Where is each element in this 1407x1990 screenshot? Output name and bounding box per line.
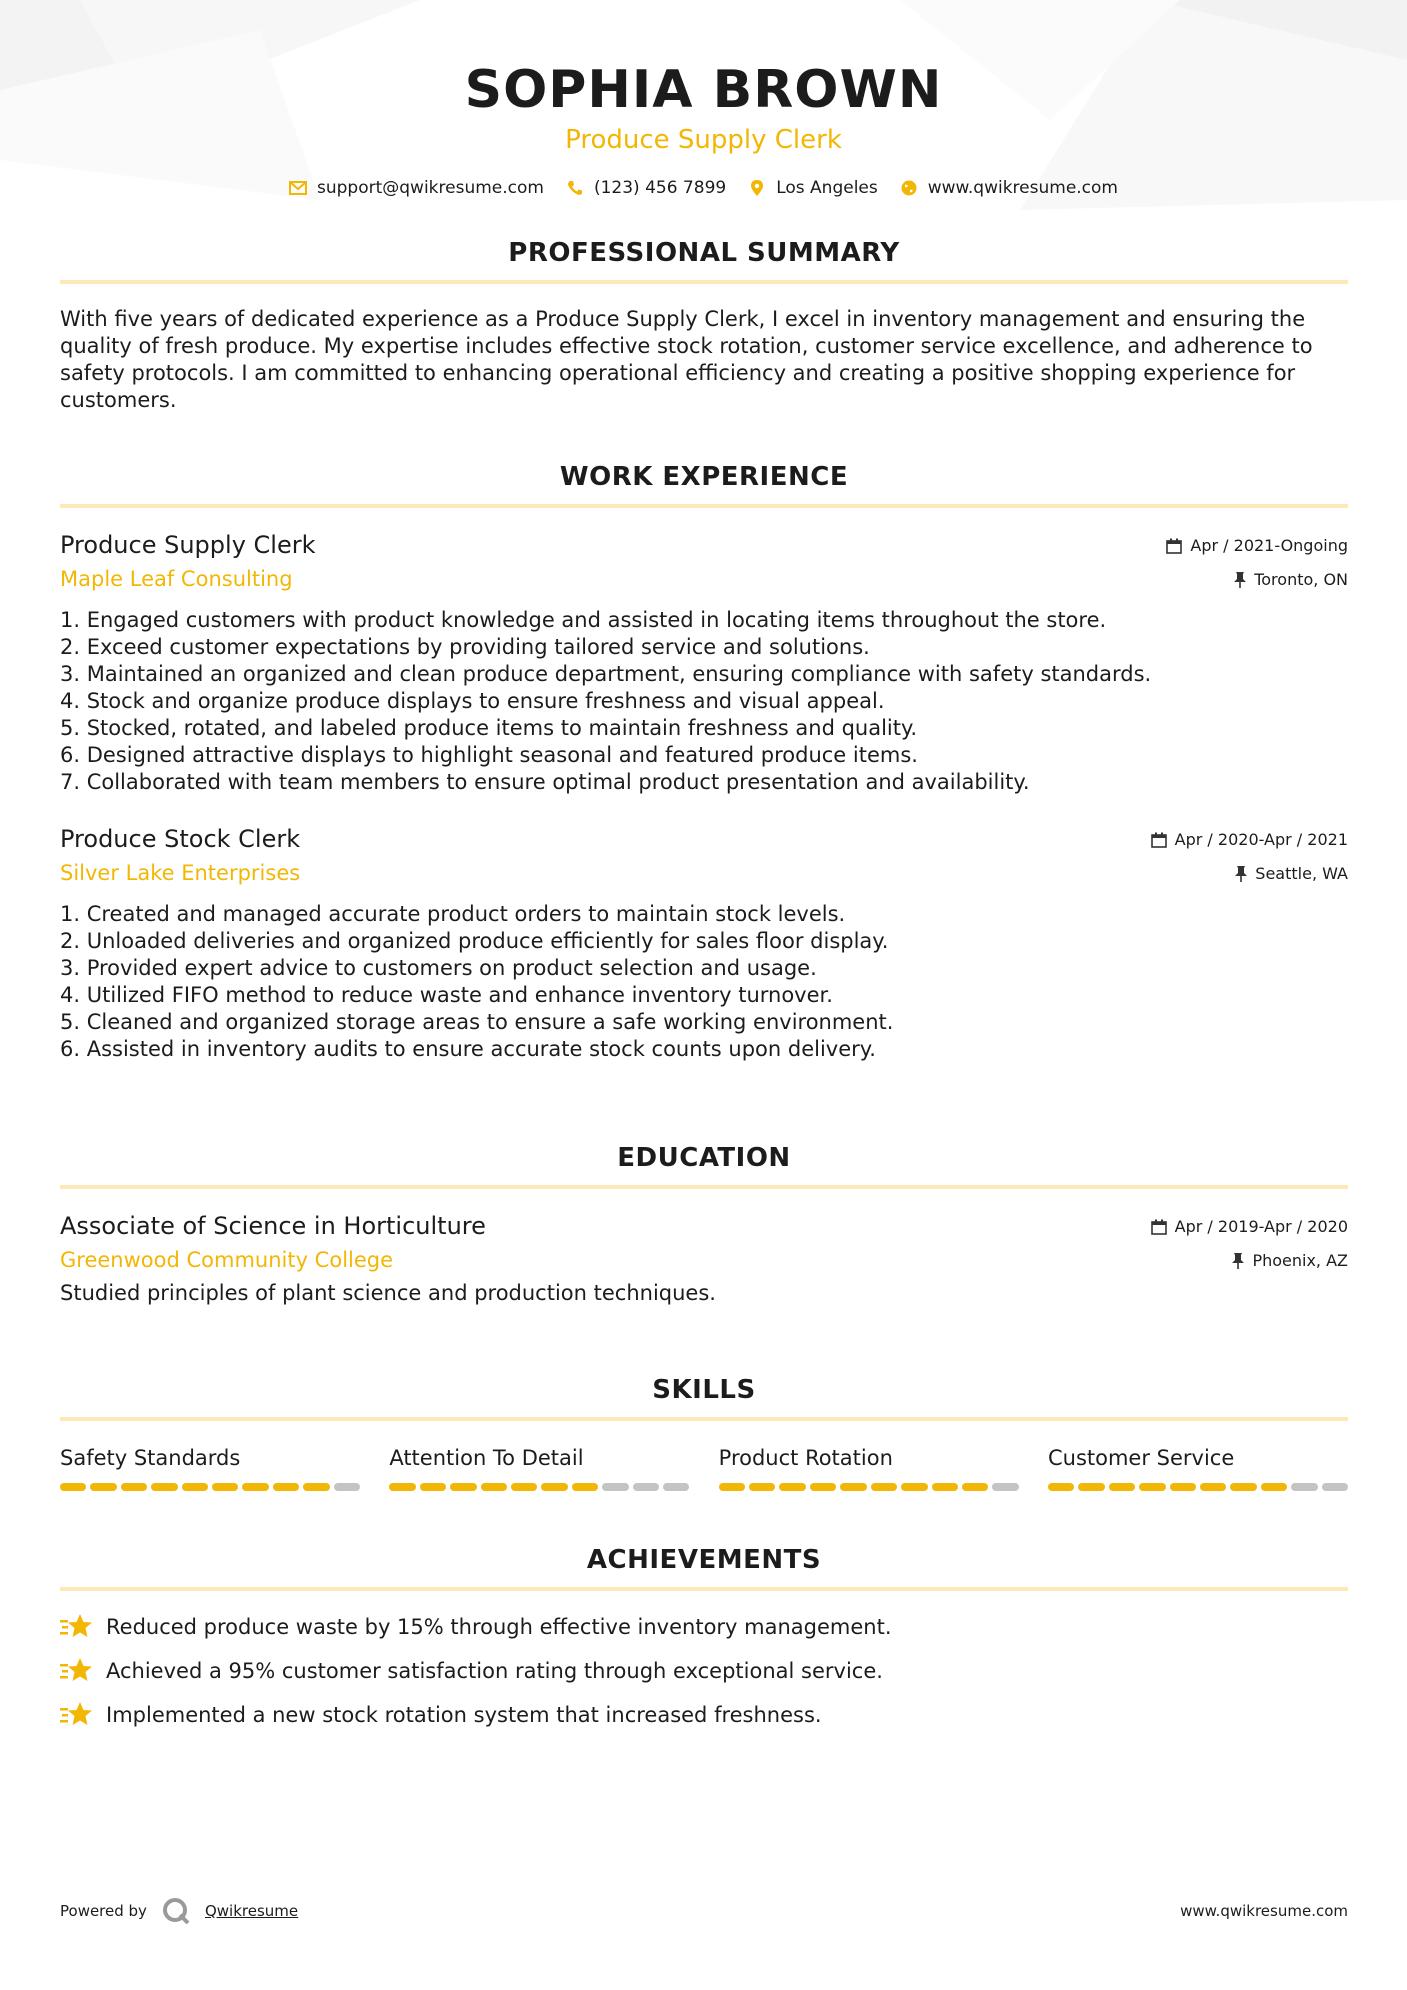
- degree-title: Associate of Science in Horticulture: [60, 1212, 486, 1240]
- achievement-item: [60, 1693, 1348, 1737]
- job-entry: [60, 530, 1348, 796]
- skill-segment-empty: [992, 1483, 1018, 1491]
- skill-segment-filled: [719, 1483, 745, 1491]
- achievement-item: [60, 1605, 1348, 1649]
- skill-segment-filled: [1048, 1483, 1074, 1491]
- skill-segment-filled: [121, 1483, 147, 1491]
- contact-website[interactable]: [900, 178, 1118, 198]
- skill-item: [60, 1445, 360, 1491]
- skill-item: [1048, 1445, 1348, 1491]
- list-item: 7. Collaborated with team members to ensure optimal product presentation and availability.: [60, 770, 1030, 794]
- job-location: [1234, 570, 1348, 589]
- phone-icon: [566, 180, 584, 196]
- contact-location-text: Los Angeles: [776, 178, 878, 198]
- skill-segment-filled: [389, 1483, 415, 1491]
- education-location-text: Phoenix, AZ: [1252, 1251, 1348, 1270]
- qwikresume-logo-icon: [161, 1896, 191, 1926]
- footer: [60, 1896, 1348, 1926]
- skill-segment-empty: [663, 1483, 689, 1491]
- skill-segment-empty: [633, 1483, 659, 1491]
- skill-rating-bar: [389, 1483, 689, 1491]
- list-item: 6. Assisted in inventory audits to ensure accurate stock counts upon delivery.: [60, 1037, 876, 1061]
- summary-line: safety protocols. I am committed to enhancing operational efficiency and creating a positive shopping experience for: [60, 361, 1296, 385]
- job-date: [1151, 830, 1348, 849]
- list-item: 2. Unloaded deliveries and organized produce efficiently for sales floor display.: [60, 929, 889, 953]
- contact-email[interactable]: [289, 178, 544, 198]
- list-item: 1. Engaged customers with product knowledge and assisted in locating items throughout the store.: [60, 608, 1107, 632]
- calendar-icon: [1151, 1219, 1167, 1235]
- list-item: 6. Designed attractive displays to highlight seasonal and featured produce items.: [60, 743, 918, 767]
- list-item: 2. Exceed customer expectations by providing tailored service and solutions.: [60, 635, 870, 659]
- summary-section: [60, 238, 1348, 414]
- candidate-name: SOPHIA BROWN: [464, 60, 943, 120]
- skill-segment-filled: [1230, 1483, 1256, 1491]
- achievement-text: Reduced produce waste by 15% through effective inventory management.: [106, 1615, 892, 1639]
- star-icon: [60, 1655, 92, 1687]
- achievements-heading: ACHIEVEMENTS: [586, 1545, 822, 1575]
- education-date: [1151, 1217, 1348, 1236]
- skill-segment-filled: [90, 1483, 116, 1491]
- skills-section: [60, 1375, 1348, 1491]
- list-item: 3. Provided expert advice to customers on product selection and usage.: [60, 956, 817, 980]
- skill-segment-filled: [840, 1483, 866, 1491]
- job-location: [1235, 864, 1348, 883]
- list-item: 1. Created and managed accurate product orders to maintain stock levels.: [60, 902, 846, 926]
- skill-segment-filled: [303, 1483, 329, 1491]
- skill-segment-filled: [1261, 1483, 1287, 1491]
- skill-segment-filled: [810, 1483, 836, 1491]
- job-date: [1166, 536, 1348, 555]
- star-icon: [60, 1699, 92, 1731]
- brand-link[interactable]: Qwikresume: [204, 1902, 299, 1920]
- education-description: Studied principles of plant science and production techniques.: [60, 1281, 716, 1305]
- candidate-title: Produce Supply Clerk: [565, 125, 842, 155]
- experience-section: [60, 462, 1348, 1063]
- skill-segment-filled: [242, 1483, 268, 1491]
- map-pin-icon: [748, 180, 766, 196]
- skill-item: [719, 1445, 1019, 1491]
- job-entry: [60, 824, 1348, 1063]
- skill-rating-bar: [60, 1483, 360, 1491]
- pushpin-icon: [1232, 1253, 1244, 1269]
- job-date-text: Apr / 2021-Ongoing: [1190, 536, 1348, 555]
- skill-segment-filled: [151, 1483, 177, 1491]
- education-location: [1232, 1251, 1348, 1270]
- skill-segment-filled: [1109, 1483, 1135, 1491]
- section-divider: [60, 1185, 1348, 1189]
- list-item: 3. Maintained an organized and clean produce department, ensuring compliance with safety standards.: [60, 662, 1152, 686]
- job-date-text: Apr / 2020-Apr / 2021: [1174, 830, 1348, 849]
- summary-text: [60, 306, 1348, 414]
- section-divider: [60, 1587, 1348, 1591]
- section-divider: [60, 504, 1348, 508]
- skills-list: [60, 1445, 1348, 1491]
- skill-segment-empty: [1291, 1483, 1317, 1491]
- pushpin-icon: [1235, 866, 1247, 882]
- footer-branding: [60, 1896, 298, 1926]
- section-divider: [60, 1417, 1348, 1421]
- skill-segment-filled: [481, 1483, 507, 1491]
- contact-phone[interactable]: [566, 178, 726, 198]
- contact-phone-text: (123) 456 7899: [593, 178, 727, 198]
- skill-segment-filled: [1170, 1483, 1196, 1491]
- powered-by-label: Powered by: [60, 1902, 147, 1920]
- education-heading: EDUCATION: [617, 1143, 791, 1173]
- skill-segment-filled: [182, 1483, 208, 1491]
- skill-segment-filled: [779, 1483, 805, 1491]
- list-item: 4. Utilized FIFO method to reduce waste and enhance inventory turnover.: [60, 983, 833, 1007]
- achievement-text: Achieved a 95% customer satisfaction rating through exceptional service.: [106, 1659, 883, 1683]
- job-location-text: Seattle, WA: [1255, 864, 1348, 883]
- skill-name: Safety Standards: [60, 1446, 241, 1470]
- job-company: Silver Lake Enterprises: [60, 861, 301, 885]
- skill-name: Customer Service: [1047, 1446, 1235, 1470]
- contact-location: [748, 178, 878, 198]
- skill-segment-filled: [450, 1483, 476, 1491]
- skill-segment-empty: [602, 1483, 628, 1491]
- experience-heading: WORK EXPERIENCE: [559, 462, 849, 492]
- skill-segment-filled: [541, 1483, 567, 1491]
- skill-rating-bar: [719, 1483, 1019, 1491]
- school-name: Greenwood Community College: [60, 1248, 394, 1272]
- skill-segment-filled: [1139, 1483, 1165, 1491]
- skill-segment-filled: [871, 1483, 897, 1491]
- job-company: Maple Leaf Consulting: [60, 567, 293, 591]
- section-divider: [60, 280, 1348, 284]
- skill-segment-filled: [60, 1483, 86, 1491]
- pushpin-icon: [1234, 572, 1246, 588]
- education-date-text: Apr / 2019-Apr / 2020: [1174, 1217, 1348, 1236]
- skill-name: Attention To Detail: [389, 1446, 584, 1470]
- contact-website-text: www.qwikresume.com: [927, 178, 1118, 198]
- skill-segment-empty: [1322, 1483, 1348, 1491]
- contact-bar: [0, 178, 1407, 198]
- summary-line: With five years of dedicated experience as a Produce Supply Clerk, I excel in inventory management and ensuring the: [60, 307, 1306, 331]
- job-location-text: Toronto, ON: [1254, 570, 1348, 589]
- summary-line: quality of fresh produce. My expertise includes effective stock rotation, customer service excellence, and adherence to: [60, 334, 1313, 358]
- skill-segment-filled: [962, 1483, 988, 1491]
- skill-segment-filled: [212, 1483, 238, 1491]
- skill-segment-filled: [572, 1483, 598, 1491]
- summary-line: customers.: [60, 388, 177, 412]
- globe-icon: [900, 180, 918, 196]
- skill-segment-filled: [932, 1483, 958, 1491]
- skill-rating-bar: [1048, 1483, 1348, 1491]
- star-icon: [60, 1611, 92, 1643]
- job-title: Produce Supply Clerk: [60, 531, 316, 559]
- skill-segment-filled: [749, 1483, 775, 1491]
- skill-segment-empty: [334, 1483, 360, 1491]
- achievements-section: [60, 1545, 1348, 1737]
- resume-header: [0, 0, 1407, 198]
- achievements-list: [60, 1605, 1348, 1737]
- job-duties-list: [60, 607, 1348, 796]
- calendar-icon: [1166, 538, 1182, 554]
- skill-segment-filled: [420, 1483, 446, 1491]
- skill-name: Product Rotation: [718, 1446, 893, 1470]
- summary-heading: PROFESSIONAL SUMMARY: [508, 238, 900, 268]
- education-section: [60, 1143, 1348, 1307]
- envelope-icon: [289, 181, 307, 195]
- list-item: 5. Stocked, rotated, and labeled produce items to maintain freshness and quality.: [60, 716, 918, 740]
- skill-segment-filled: [1200, 1483, 1226, 1491]
- skills-heading: SKILLS: [652, 1375, 756, 1405]
- achievement-text: Implemented a new stock rotation system that increased freshness.: [106, 1703, 822, 1727]
- calendar-icon: [1151, 832, 1167, 848]
- skill-segment-filled: [1078, 1483, 1104, 1491]
- education-entry: [60, 1211, 1348, 1307]
- skill-segment-filled: [273, 1483, 299, 1491]
- job-title: Produce Stock Clerk: [60, 825, 301, 853]
- footer-website[interactable]: www.qwikresume.com: [1180, 1902, 1348, 1920]
- list-item: 4. Stock and organize produce displays to ensure freshness and visual appeal.: [60, 689, 885, 713]
- skill-segment-filled: [511, 1483, 537, 1491]
- list-item: 5. Cleaned and organized storage areas to ensure a safe working environment.: [60, 1010, 894, 1034]
- job-duties-list: [60, 901, 1348, 1063]
- skill-item: [389, 1445, 689, 1491]
- skill-segment-filled: [901, 1483, 927, 1491]
- achievement-item: [60, 1649, 1348, 1693]
- contact-email-text: support@qwikresume.com: [317, 178, 544, 198]
